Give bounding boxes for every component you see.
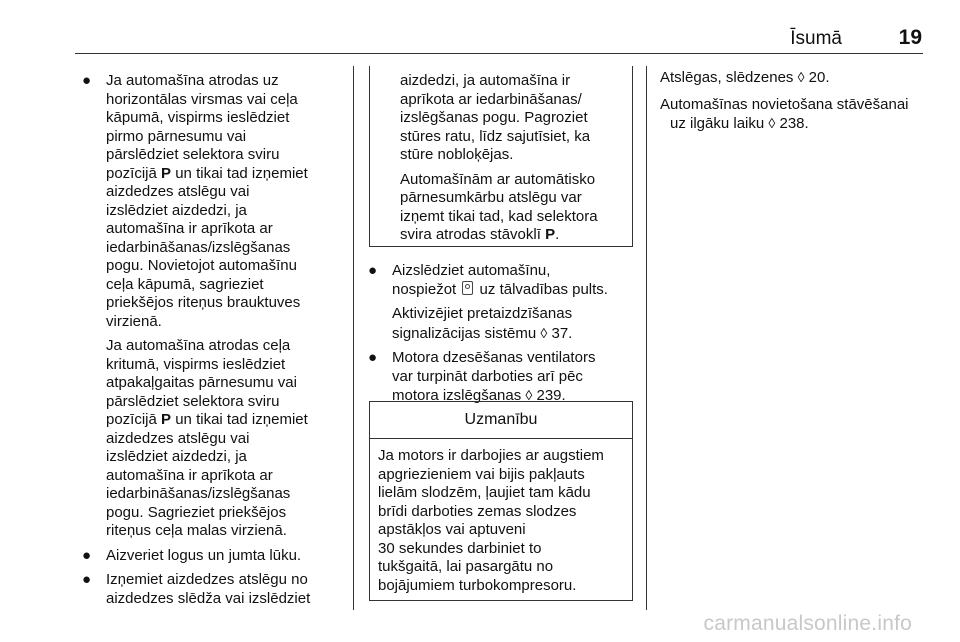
warning-title: Uzmanību xyxy=(370,402,632,439)
bullet-icon: ● xyxy=(82,571,92,588)
page-reference-link[interactable]: 239. xyxy=(536,387,566,404)
middle-list xyxy=(368,262,636,412)
warning-box xyxy=(369,401,633,601)
left-column xyxy=(82,72,344,614)
box-paragraph: aizdedzi, ja automašīna ir aprīkota ar iedarbināšanas/ izslēgšanas pogu. Pagroziet stūres ratu, līdz sajutīsiet, ka stūre nobloķējas. xyxy=(400,72,591,163)
list-item-continuation: Aktivizējiet pretaizdzīšanas signalizācijas sistēmu ◊ 37. xyxy=(392,305,573,342)
cross-reference: Atslēgas, slēdzenes ◊ 20. xyxy=(660,69,830,86)
page-number: 19 xyxy=(898,26,922,49)
column-divider-1 xyxy=(353,66,354,610)
header-rule xyxy=(75,53,923,54)
page-reference-link[interactable]: 238. xyxy=(779,115,809,132)
bullet-icon: ● xyxy=(368,262,378,279)
right-column xyxy=(660,68,940,142)
list-item: ● Ja automašīna atrodas uz horizontālas virsmas vai ceļa kāpumā, vispirms ieslēdziet pirmo pārnesumu vai pārslēdziet selektora sviru pozīcijā P un tikai tad izņemiet aizdedzes atslēgu vai izslēdziet aizdedzi, ja automašīna ir aprīkota ar iedarbināšanas/izslēgšanas pogu. Novietojot automašīnu ceļa kāpumā, sagrieziet priekšējos riteņus brauktuves virzienā. xyxy=(82,72,308,330)
continued-bullet-box xyxy=(369,66,633,247)
bullet-icon: ● xyxy=(82,546,92,564)
page-ref-arrow-icon: ◊ xyxy=(768,115,776,131)
list-item: ● Motora dzesēšanas ventilators var turpināt darboties arī pēc motora izslēgšanas ◊ 239. xyxy=(368,349,596,404)
column-divider-2 xyxy=(646,66,647,610)
page-reference-link[interactable]: 20. xyxy=(808,69,830,86)
page-reference-link[interactable]: 37. xyxy=(551,324,573,342)
gear-position-p: P xyxy=(161,164,172,182)
warning-text: Ja motors ir darbojies ar augstiem apgriezieniem vai bijis pakļauts lielām slodzēm, ļaujiet tam kādu brīdi darboties zemas slodzes apstākļos vai aptuveni 30 sekundes darbiniet to tukšgaitā, lai pasargātu no bojājumiem turbokompresoru. xyxy=(378,447,604,594)
gear-position-p: P xyxy=(545,226,556,243)
bullet-icon: ● xyxy=(368,349,378,366)
gear-position-p: P xyxy=(161,411,172,428)
remote-lock-icon xyxy=(462,281,473,295)
list-item: ● Aizveriet logus un jumta lūku. xyxy=(82,546,302,564)
page-ref-arrow-icon: ◊ xyxy=(797,69,805,85)
list-item: ● Izņemiet aizdedzes atslēgu no aizdedzes slēdža vai izslēdziet xyxy=(82,571,311,607)
page-ref-arrow-icon: ◊ xyxy=(540,324,548,341)
bullet-icon: ● xyxy=(82,72,92,89)
cross-reference: Automašīnas novietošana stāvēšanai uz ilgāku laiku ◊ 238. xyxy=(660,95,909,132)
list-item-continuation: Ja automašīna atrodas ceļa kritumā, vispirms ieslēdziet atpakaļgaitas pārnesumu vai pārslēdziet selektora sviru pozīcijā P un tikai tad izņemiet aizdedzes atslēgu vai izslēdziet aizdedzi, ja automašīna ir aprīkota ar iedarbināšanas/izslēgšanas pogu. Sagrieziet priekšējos riteņus ceļa malas virzienā. xyxy=(106,337,308,539)
box-paragraph: Automašīnām ar automātisko pārnesumkārbu atslēgu var izņemt tikai tad, kad selektora svira atrodas stāvoklī P. xyxy=(400,170,598,243)
watermark: carmanualsonline.info xyxy=(703,612,912,635)
list-item: ● Aizslēdziet automašīnu, nospiežot uz tālvadības pults. xyxy=(368,262,608,298)
page-title: Īsumā xyxy=(790,28,842,49)
page-ref-arrow-icon: ◊ xyxy=(525,387,533,403)
